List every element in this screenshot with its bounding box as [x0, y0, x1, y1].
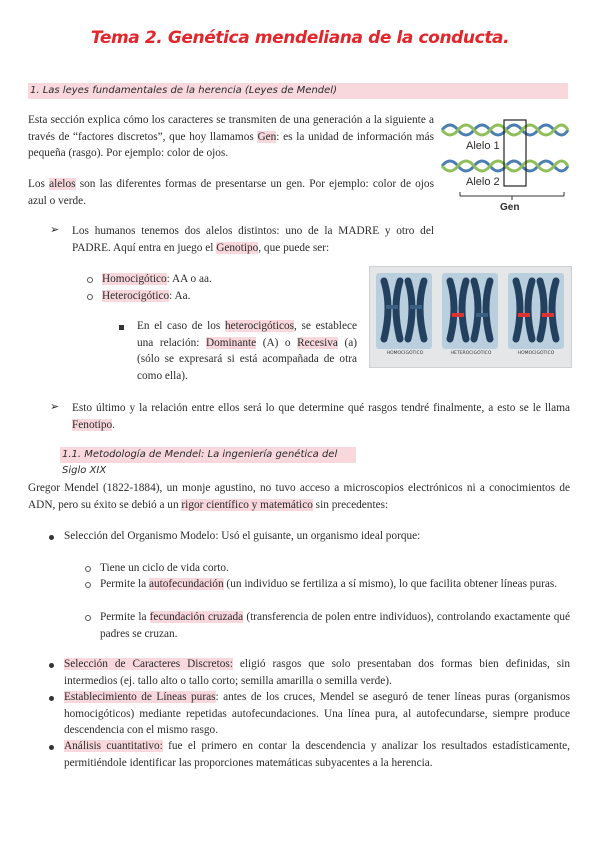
gene-label: Gen [500, 202, 520, 213]
dna-strand-2 [442, 161, 568, 171]
highlight-gen: Gen [257, 130, 277, 143]
highlight-caracteres: Selección de Caracteres Discretos: [64, 658, 233, 670]
chromosome-figure [369, 266, 572, 368]
paragraph-alelos [28, 176, 434, 209]
paragraph-dominante [137, 318, 357, 384]
dna-strand-1 [442, 125, 568, 135]
list-item-analisis [64, 738, 570, 771]
chromosome-pair-1 [376, 273, 432, 349]
text: Gregor Mendel (1822-1884), un monje agustino, no tuvo acceso a microscopios electrónicos ni a conocimientos de ADN, pero su éxito se debió a un [28, 482, 570, 511]
highlight-genotipo: Genotipo [216, 241, 259, 254]
text: En el caso de los [137, 320, 225, 332]
highlight-heterocigoticos: heterocigóticos [225, 320, 295, 332]
list-item-homo [102, 271, 212, 288]
highlight-dominante: Dominante [205, 336, 257, 349]
dot-bullet-icon [49, 663, 54, 668]
highlight-hetero: Heterocigótico [102, 290, 170, 302]
allele1-label: Alelo 1 [466, 140, 500, 152]
list-item-caracteres [64, 656, 570, 689]
circle-bullet-icon [87, 294, 93, 300]
dot-bullet-icon [49, 535, 54, 540]
text: : antes de los cruces, Mendel se aseguró de tener líneas puras (organismos homocigóticos) mediante repetidas autofecundaciones. Una línea pura, al autofecundarse, siempre produce descendencia con el mismo rasgo. [64, 691, 570, 736]
text: : AA o aa. [166, 273, 212, 285]
text: fue el primero en contar la descendencia y analizar los resultados estadísticamente, permitiéndole identificar las proporciones matemáticas subyacentes a la herencia. [64, 740, 570, 769]
chromosome-label-2: HETEROCIGÓTICO [450, 351, 492, 356]
gene-figure [440, 116, 570, 220]
square-bullet-icon [119, 325, 124, 330]
text: Permite la [100, 611, 150, 623]
list-item-autofecundacion [100, 576, 570, 593]
highlight-rigor: rigor científico y matemático [181, 498, 313, 511]
paragraph-gen [28, 112, 434, 162]
circle-bullet-icon [85, 582, 91, 588]
list-item-fecundacion [100, 609, 570, 642]
circle-bullet-icon [87, 277, 93, 283]
text: , que puede ser: [258, 241, 330, 254]
highlight-fecundacion: fecundación cruzada [149, 611, 244, 623]
text: sin precedentes: [312, 498, 389, 511]
text: : es la unidad de información más pequeña (rasgo). Por ejemplo: color de ojos. [28, 130, 434, 159]
section-heading: 1. Las leyes fundamentales de la herencia (Leyes de Mendel) [28, 83, 568, 99]
page-title: Tema 2. Genética mendeliana de la conducta. [90, 28, 510, 48]
text: Esto último y la relación entre ellos será lo que determine qué rasgos tendré finalmente, a esto se le llama [72, 402, 570, 414]
paragraph-fenotipo [72, 400, 570, 433]
dot-bullet-icon [49, 696, 54, 701]
highlight-fenotipo: Fenotipo [72, 418, 113, 431]
chromosome-label-1: HOMOCIGÓTICO [386, 351, 424, 356]
text: son las diferentes formas de presentarse un gen. Por ejemplo: color de ojos azul o verde. [28, 178, 434, 207]
highlight-autofecundacion: autofecundación [148, 578, 224, 590]
text: (A) o [256, 336, 298, 349]
chromosome-label-3: HOMOCIGÓTICO [517, 351, 555, 356]
list-item-organismo: Selección del Organismo Modelo: Usó el guisante, un organismo ideal porque: [64, 530, 421, 542]
subsection-heading: 1.1. Metodología de Mendel: La ingeniería genética del Siglo XIX [60, 447, 356, 463]
paragraph-mendel [28, 480, 570, 513]
text: eligió rasgos que solo presentaban dos formas bien definidas, sin intermedios (ej. tallo alto o tallo corto; semilla amarilla o semilla verde). [64, 658, 570, 687]
text: Permite la [100, 578, 149, 590]
highlight-analisis: Análisis cuantitativo: [64, 740, 163, 752]
paragraph-genotipo [72, 223, 434, 256]
highlight-homo: Homocigótico [102, 273, 167, 285]
chromosome-pair-2 [442, 273, 498, 349]
text: (un individuo se fertiliza a sí mismo), lo que facilita obtener líneas puras. [223, 578, 558, 590]
text: (a) (sólo se expresará si está acompañada de otra como ella). [137, 336, 357, 382]
text: , se establece una relación: [137, 320, 357, 349]
chromosome-pair-3 [508, 273, 564, 349]
circle-bullet-icon [85, 566, 91, 572]
arrow-bullet-icon: ➢ [50, 401, 60, 413]
circle-bullet-icon [85, 615, 91, 621]
highlight-alelos: alelos [49, 178, 76, 190]
dot-bullet-icon [49, 745, 54, 750]
list-item-hetero [102, 288, 190, 305]
text: : Aa. [169, 290, 191, 302]
list-item-lineas [64, 689, 570, 739]
list-item-ciclo: Tiene un ciclo de vida corto. [100, 562, 229, 574]
text: Los humanos tenemos dos alelos distintos: uno de la MADRE y otro del PADRE. Aquí entra en juego el [72, 225, 434, 254]
arrow-bullet-icon: ➢ [50, 224, 60, 236]
text: . [112, 418, 115, 431]
text: Esta sección explica cómo los caracteres se transmiten de una generación a la siguiente a través de “factores discretos”, que hoy llamamos [28, 114, 434, 143]
highlight-recesiva: Recesiva [297, 336, 338, 349]
allele2-label: Alelo 2 [466, 176, 500, 188]
text: Los [28, 178, 50, 190]
text: (transferencia de polen entre individuos), controlando exactamente qué padres se cruzan. [100, 611, 570, 640]
highlight-lineas: Establecimiento de Líneas puras [64, 691, 216, 703]
